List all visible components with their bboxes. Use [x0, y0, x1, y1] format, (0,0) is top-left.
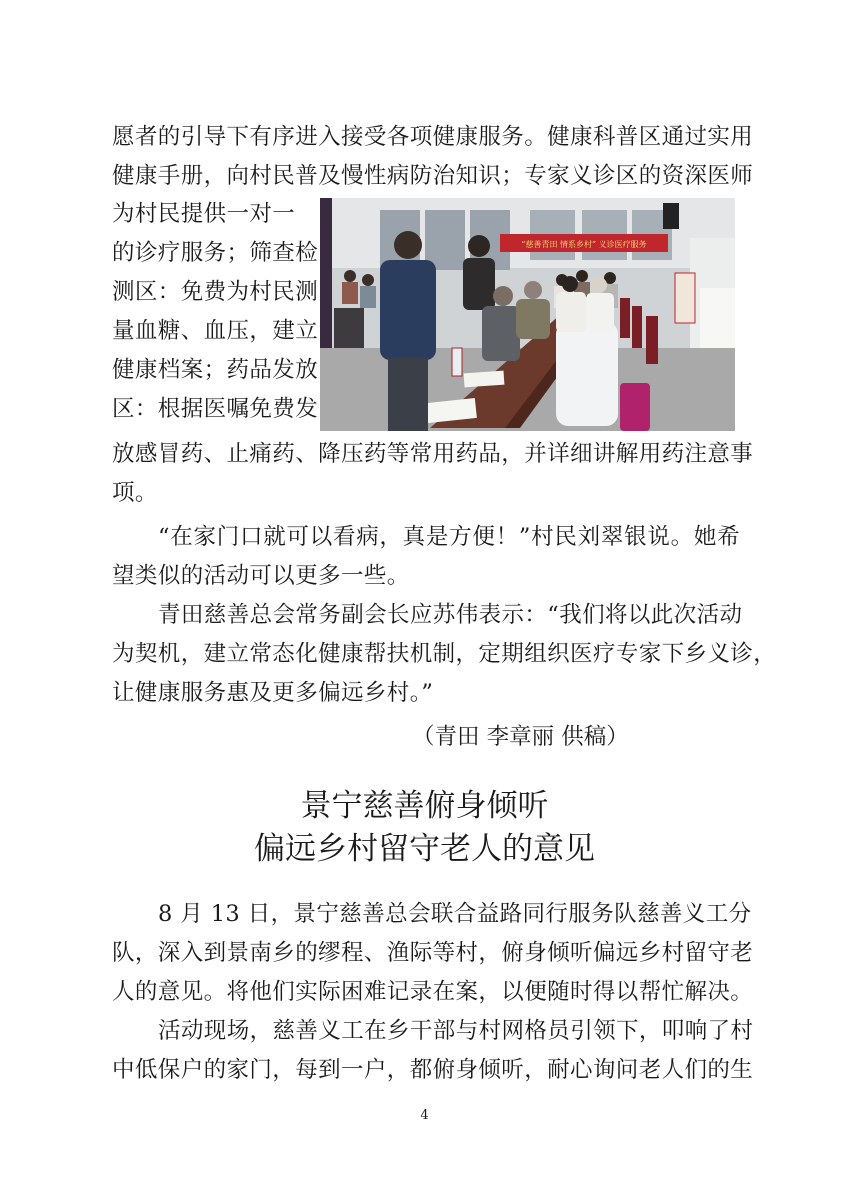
body-line: 健康手册，向村民普及慢性病防治知识；专家义诊区的资深医师 [112, 163, 754, 189]
body-line: 青田慈善总会常务副会长应苏伟表示：“我们将以此次活动 [158, 602, 743, 628]
body-line: 愿者的引导下有序进入接受各项健康服务。健康科普区通过实用 [112, 124, 754, 150]
body-line: “在家门口就可以看病，真是方便！”村民刘翠银说。她希 [158, 524, 740, 550]
body-line: 区：根据医嘱免费发 [112, 396, 319, 422]
article-title-line2: 偏远乡村留守老人的意见 [254, 831, 595, 867]
body-line: 项。 [112, 480, 158, 506]
body-line: 量血糖、血压，建立 [112, 318, 319, 344]
body-line: 活动现场，慈善义工在乡干部与村网格员引领下，叩响了村 [158, 1018, 754, 1044]
page-number: 4 [420, 1108, 429, 1123]
body-line: 健康档案；药品发放 [112, 357, 319, 383]
body-line: 队，深入到景南乡的缪程、渔际等村，俯身倾听偏远乡村留守老 [112, 940, 754, 966]
body-line: 测区：免费为村民测 [112, 279, 319, 305]
body-line: 望类似的活动可以更多一些。 [112, 563, 410, 589]
body-line: 人的意见。将他们实际困难记录在案，以便随时得以帮忙解决。 [112, 979, 754, 1005]
body-line: 为契机，建立常态化健康帮扶机制，定期组织医疗专家下乡义诊， [112, 641, 777, 667]
body-line: 中低保户的家门，每到一户，都俯身倾听，耐心询问老人们的生 [112, 1057, 754, 1083]
body-line: 为村民提供一对一 [112, 201, 296, 227]
banner-text: “慈善青田 情系乡村” 义诊医疗服务 [521, 240, 647, 249]
body-line: 放感冒药、止痛药、降压药等常用药品，并详细讲解用药注意事 [112, 441, 754, 467]
article-title-line1: 景宁慈善俯身倾听 [300, 788, 549, 824]
body-line: 让健康服务惠及更多偏远乡村。” [112, 680, 434, 706]
body-line: 的诊疗服务；筛查检 [112, 240, 319, 266]
byline: （青田 李章丽 供稿） [412, 724, 629, 750]
body-line: 8 月 13 日，景宁慈善总会联合益路同行服务队慈善义工分 [158, 901, 752, 927]
clinic-photo [320, 198, 735, 431]
